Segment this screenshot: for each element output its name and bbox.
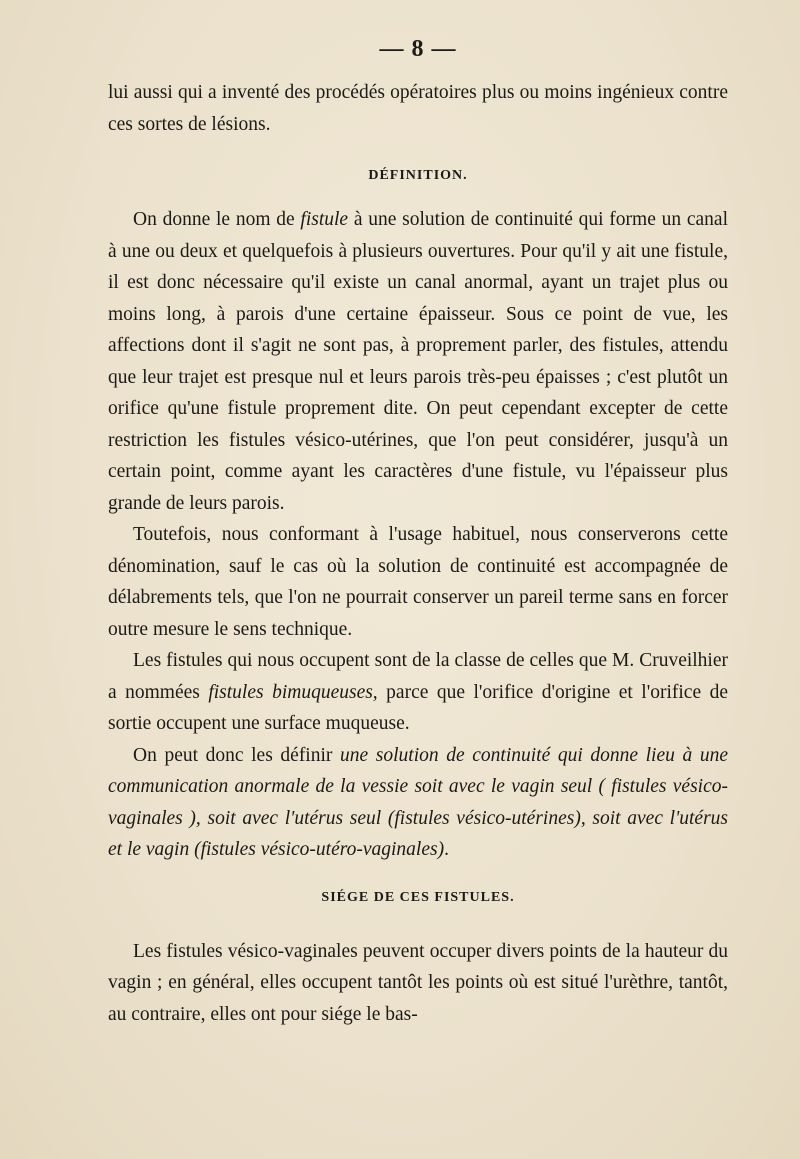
italic-definition: une solution de continuité qui donne lieu à une communication anormale de la vessie soit avec le vagin seul ( fistules vésico-vaginales ), soit avec l'utérus seul (fistules vésico-utérines), soit avec l'utérus et le vagin (fistules vésico-utéro-vaginales): [108, 744, 729, 860]
text-run: parce que l'orifice d'origine et l'orifice de sortie occupent une surface muqueuse.: [108, 681, 728, 734]
text-run: On peut donc les définir: [133, 744, 341, 766]
italic-term: fistule: [300, 209, 349, 230]
text-run: .: [444, 839, 449, 860]
intro-paragraph: lui aussi qui a inventé des procédés opératoires plus ou moins ingénieux contre ces sortes de lésions.: [108, 82, 728, 135]
text-run: On donne le nom de: [133, 209, 301, 230]
section-title-definition: DÉFINITION.: [368, 168, 468, 183]
definition-paragraph-3: [108, 645, 728, 740]
section-title-siege: SIÉGE DE CES FISTULES.: [321, 889, 515, 905]
text-run: à une solution de continuité qui forme un canal à une ou deux et quelquefois à plusieurs ouvertures. Pour qu'il y ait une fistule, il est donc nécessaire qu'il existe un canal anormal, ayant un trajet plus ou moins long, à parois d'une certaine épaisseur. Sous ce point de vue, les affections dont il s'agit ne sont pas, à proprement parler, des fistules, attendu que leur trajet est presque nul et leurs parois très-peu épaisses ; c'est plutôt un orifice qu'une fistule proprement dite. On peut cependant excepter de cette restriction les fistules vésico-utérines, que l'on peut considérer, jusqu'à un certain point, comme ayant les caractères d'une fistule, vu l'épaisseur plus grande de leurs parois.: [108, 209, 728, 514]
text-run: Les fistules qui nous occupent sont de la classe de celles que M. Cruveilhier a nommées: [108, 650, 728, 703]
page-number: — 8 —: [379, 36, 457, 62]
italic-term: fistules bimuqueuses,: [208, 681, 378, 703]
definition-paragraph-2: Toutefois, nous conformant à l'usage habituel, nous conserverons cette dénomination, sauf le cas où la solution de continuité est accompagnée de délabrements tels, que l'on ne pourrait conserver un pareil terme sans en forcer outre mesure le sens technique.: [108, 524, 728, 640]
definition-paragraph-1: [108, 204, 728, 519]
definition-paragraph-4: [108, 740, 728, 866]
book-page: [108, 36, 728, 1030]
siege-paragraph-1: Les fistules vésico-vaginales peuvent occuper divers points de la hauteur du vagin ; en général, elles occupent tantôt les points où est situé l'urèthre, tantôt, au contraire, elles ont pour siége le bas-: [108, 940, 728, 1025]
